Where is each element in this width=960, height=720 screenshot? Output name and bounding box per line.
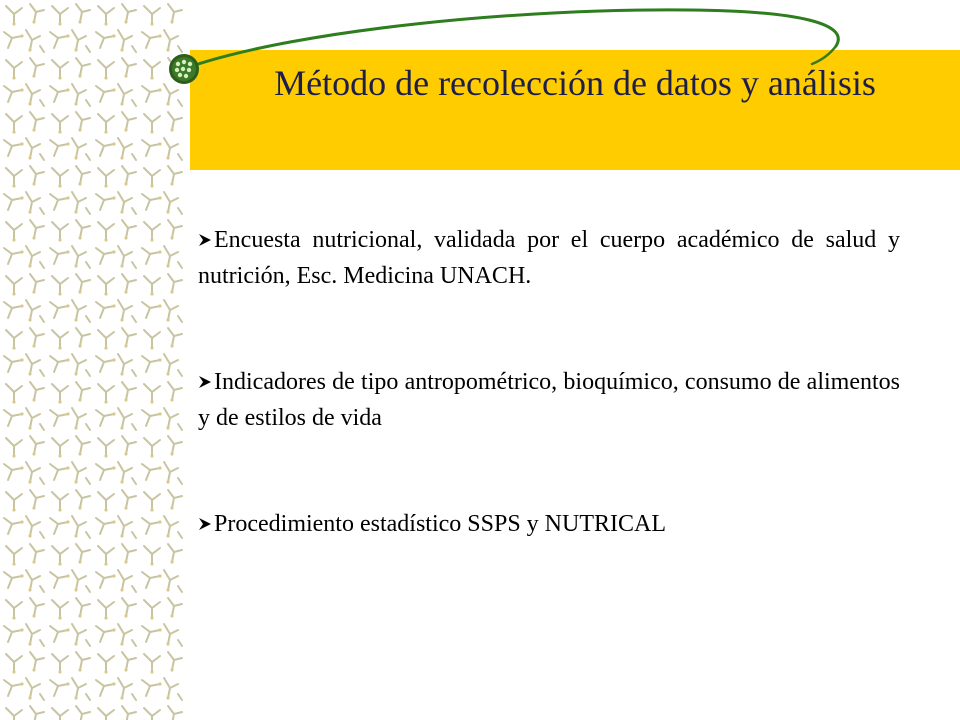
bullet-item — [198, 222, 900, 294]
bullet-text: Indicadores de tipo antropométrico, bioquímico, consumo de alimentos y de estilos de vida — [198, 369, 900, 431]
slide-title: Método de recolección de datos y análisis — [274, 63, 876, 103]
arrow-bullet-icon — [198, 375, 212, 389]
bullet-item — [198, 364, 900, 436]
bullet-text: Encuesta nutricional, validada por el cuerpo académico de salud y nutrición, Esc. Medicina UNACH. — [198, 227, 900, 289]
arrow-bullet-icon — [198, 517, 212, 531]
bullet-item — [198, 506, 900, 542]
molecule-pattern-background — [0, 0, 186, 720]
bullet-text: Procedimiento estadístico SSPS y NUTRICAL — [214, 511, 666, 537]
arrow-bullet-icon — [198, 233, 212, 247]
bullet-list — [198, 222, 900, 542]
